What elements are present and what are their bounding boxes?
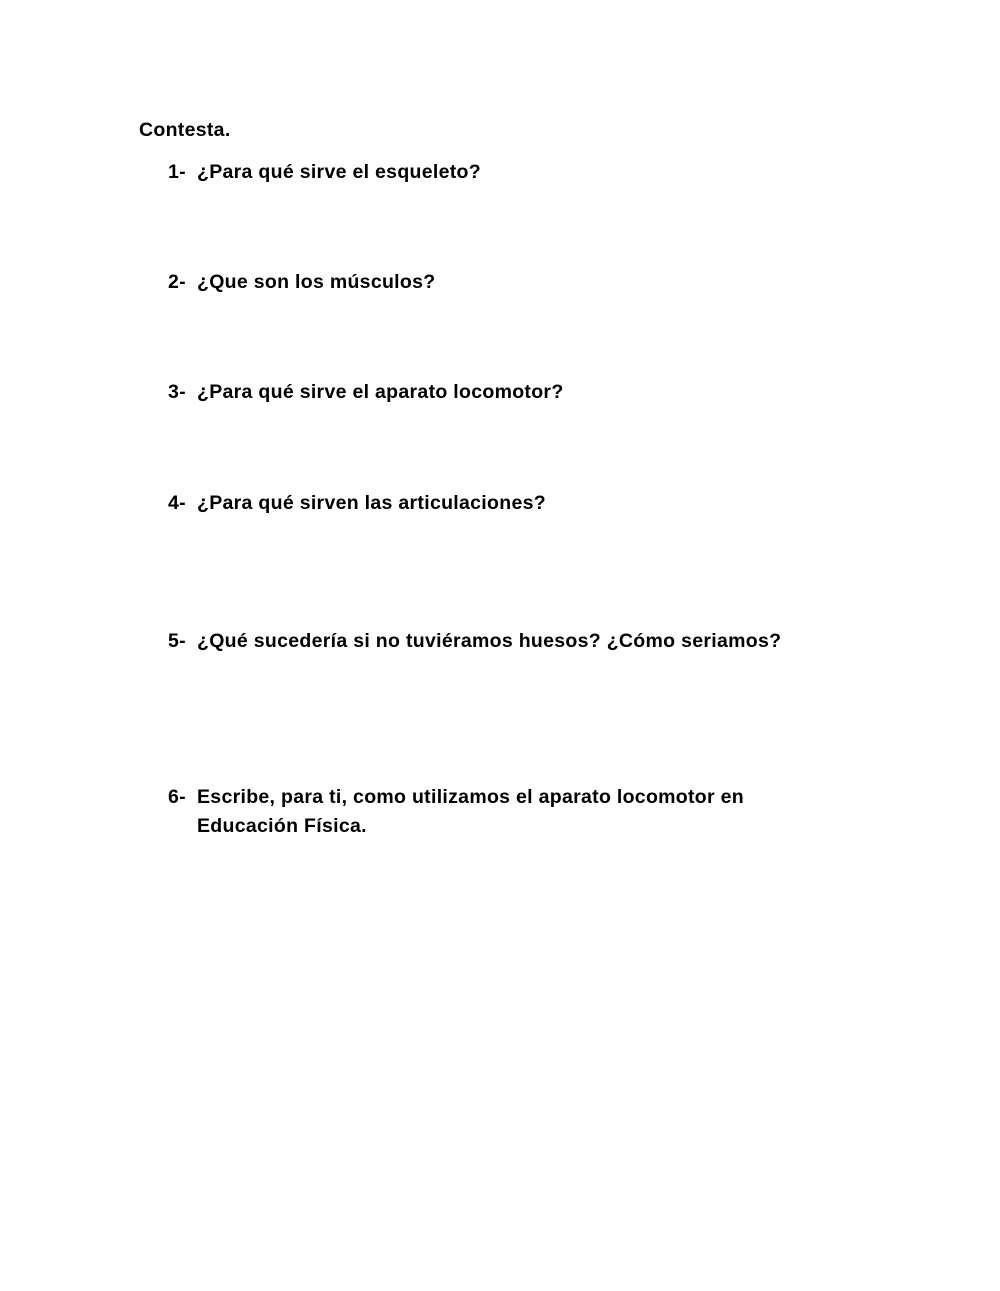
question-text: ¿Para qué sirven las articulaciones? [197, 492, 546, 514]
question-text: Escribe, para ti, como utilizamos el aparato locomotor en Educación Física. [197, 786, 744, 837]
question-item [168, 489, 868, 518]
question-number: 4- [168, 492, 186, 514]
question-number: 5- [168, 630, 186, 652]
question-text: ¿Para qué sirve el esqueleto? [197, 161, 481, 183]
question-number: 6- [168, 786, 186, 808]
question-item [168, 268, 868, 297]
worksheet-heading: Contesta. [139, 119, 231, 141]
question-text: ¿Para qué sirve el aparato locomotor? [197, 381, 564, 403]
question-text: ¿Qué sucedería si no tuviéramos huesos? ¿Cómo seriamos? [197, 630, 782, 652]
question-item [168, 783, 828, 841]
question-number: 2- [168, 271, 186, 293]
question-item [168, 378, 868, 407]
question-item [168, 627, 868, 656]
question-text: ¿Que son los músculos? [197, 271, 436, 293]
question-number: 3- [168, 381, 186, 403]
question-item [168, 158, 868, 187]
question-number: 1- [168, 161, 186, 183]
